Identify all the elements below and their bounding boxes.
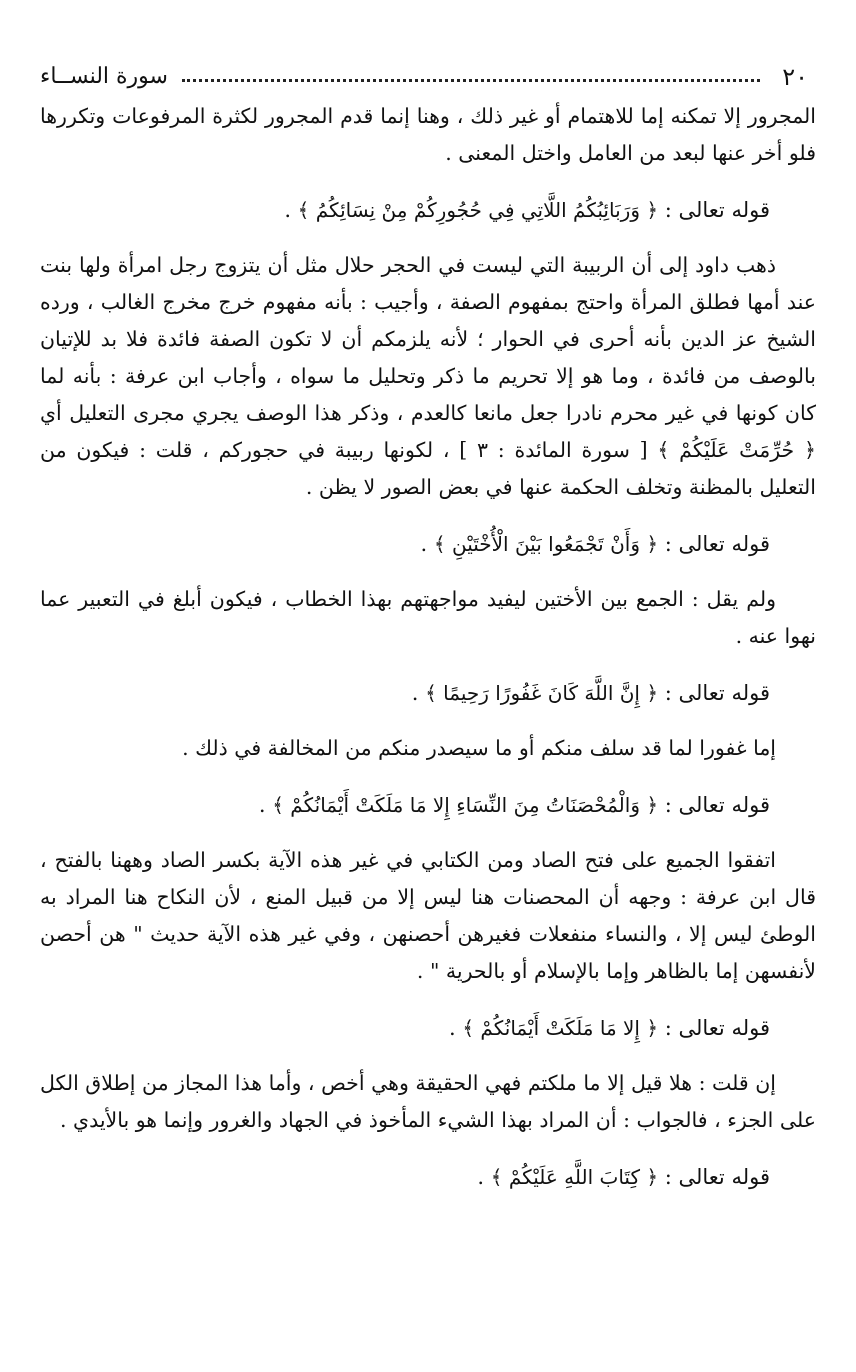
verse-end-mark: . <box>448 1016 463 1040</box>
verse-end-mark: . <box>258 793 273 817</box>
paragraph: المجرور إلا تمكنه إما للاهتمام أو غير ذلك ، وهنا إنما قدم المجرور لكثرة المرفوعات وتكررها فلو أخر عنها لبعد من العامل واختل المعنى . <box>40 104 816 165</box>
paragraph: اتفقوا الجميع على فتح الصاد ومن الكتابي في غير هذه الآية بكسر الصاد وههنا بالفتح ، قال ابن عرفة : وجهه أن المحصنات هنا ليس إلا من قبيل المنع ، لأن النكاح هنا المراد به الوطئ ليس إلا ، والنساء منفعلات فغيرهن أحصنهن ، وفي غير هذه الآية حديث " هن أحصن لأنفسهن إما بالظاهر وإما بالإسلام أو بالحرية " . <box>40 848 816 983</box>
paragraph: إما غفورا لما قد سلف منكم أو ما سيصدر منكم من المخالفة في ذلك . <box>182 736 776 760</box>
paragraph: ذهب داود إلى أن الربيبة التي ليست في الحجر حلال مثل أن يتزوج رجل امرأة ولها بنت عند أمها فطلق المرأة واحتج بمفهوم الصفة ، وأجيب : بأنه مفهوم خرج مخرج الغالب ، ورده الشيخ عز الدين بأنه أحرى في الحوار ؛ لأنه يلزمكم أن لا تكون الصفة فائدة فلا بد للإتيان بالوصف من فائدة ، وما هو إلا تحريم ما ذكر وتحليل ما سواه ، وأجاب ابن عرفة : بأنه لما كان كونها في غير محرم نادرا جعل مانعا كالعدم ، وذكر هذا الوصف يجري مجرى التعليل أي ﴿ حُرِّمَتْ عَلَيْكُمْ ﴾ [ سورة المائدة : ٣ ] ، لكونها ربيبة في حجوركم ، قلت : فيكون من التعليل بالمظنة وتخلف الحكمة عنها في بعض الصور لا يظن . <box>40 253 816 499</box>
verse-end-mark: . <box>284 198 298 222</box>
quran-quote: ﴿ وَرَبَائِبُكُمُ اللَّاتِي فِي حُجُورِكُمْ مِنْ نِسَائِكُمُ ﴾ <box>297 198 659 222</box>
paragraph: إن قلت : هلا قيل إلا ما ملكتم فهي الحقيقة وهي أخص ، وأما هذا المجاز من إطلاق الكل على الجزء ، فالجواب : أن المراد بهذا الشيء المأخوذ في الجهاد والغرور وإنما هو بالأيدي . <box>40 1071 816 1132</box>
quran-quote: ﴿ إِنَّ اللَّهَ كَانَ غَفُورًا رَحِيمًا ﴾ <box>425 681 659 705</box>
surah-title: سورة النســاء <box>40 64 168 89</box>
verse-intro: قوله تعالى : <box>664 198 770 222</box>
verse-heading <box>40 1159 816 1196</box>
verse-end-mark: . <box>420 532 434 556</box>
running-header <box>40 60 808 94</box>
verse-heading <box>40 526 816 563</box>
quran-quote: ﴿ كِتَابَ اللَّهِ عَلَيْكُمْ ﴾ <box>490 1165 659 1189</box>
quran-quote: ﴿ إِلا مَا مَلَكَتْ أَيْمَانُكُمْ ﴾ <box>462 1016 659 1040</box>
verse-heading <box>40 1010 816 1047</box>
page-number: ٢٠ <box>782 63 808 91</box>
verse-end-mark: . <box>477 1165 491 1189</box>
verse-intro: قوله تعالى : <box>664 793 770 817</box>
verse-heading <box>40 192 816 229</box>
verse-heading <box>40 675 816 712</box>
verse-end-mark: . <box>411 681 426 705</box>
verse-heading <box>40 787 816 824</box>
paragraph: ولم يقل : الجمع بين الأختين ليفيد مواجهتهم بهذا الخطاب ، فيكون أبلغ في التعبير عما نهوا عنه . <box>40 587 816 648</box>
page-body <box>40 98 816 1196</box>
quran-quote: ﴿ وَأَنْ تَجْمَعُوا بَيْنَ الْأُخْتَيْنِ ﴾ <box>433 532 659 556</box>
verse-intro: قوله تعالى : <box>664 1016 770 1040</box>
verse-intro: قوله تعالى : <box>664 1165 770 1189</box>
verse-intro: قوله تعالى : <box>664 532 770 556</box>
quran-quote: ﴿ وَالْمُحْصَنَاتُ مِنَ النِّسَاءِ إِلا مَا مَلَكَتْ أَيْمَانُكُمْ ﴾ <box>272 793 659 817</box>
verse-intro: قوله تعالى : <box>664 681 770 705</box>
header-dotted-leader <box>182 79 760 84</box>
